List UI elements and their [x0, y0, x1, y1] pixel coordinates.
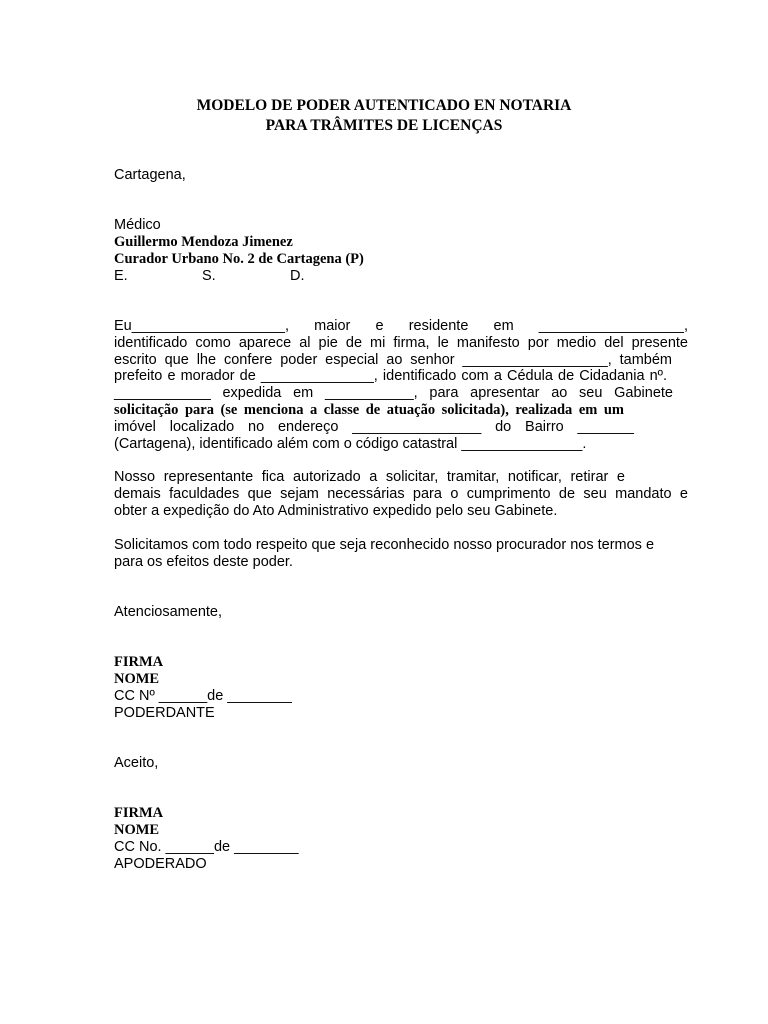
body-p1-line-7: imóvel localizado no endereço ________________ do Bairro _______ — [114, 419, 634, 435]
attorney-role: APODERADO — [114, 856, 207, 872]
esd-e: E. — [114, 268, 128, 284]
recipient-position: Curador Urbano No. 2 de Cartagena (P) — [114, 251, 364, 267]
attorney-firma-label: FIRMA — [114, 805, 164, 821]
body-p1-line-1: Eu___________________, maior e residente em __________________, — [114, 318, 688, 334]
attorney-cc-line: CC No. ______de ________ — [114, 839, 299, 855]
esd-s: S. — [202, 268, 216, 284]
body-p1-line-4: prefeito e morador de ______________, identificado com a Cédula de Cidadania nº. — [114, 368, 667, 384]
body-p2-line-3: obter a expedição do Ato Administrativo expedido pelo seu Gabinete. — [114, 503, 558, 519]
body-p2-line-2: demais faculdades que sejam necessárias para o cumprimento de seu mandato e — [114, 486, 688, 502]
body-p1-line-2: identificado como aparece al pie de mi firma, le manifesto por medio del presente — [114, 335, 688, 351]
closing: Atenciosamente, — [114, 604, 223, 620]
grantor-nome-label: NOME — [114, 671, 160, 687]
body-p3-line-1: Solicitamos com todo respeito que seja reconhecido nosso procurador nos termos e — [114, 537, 655, 553]
place-line: Cartagena, — [114, 167, 186, 183]
body-p1-line-3: escrito que lhe confere poder especial ao senhor __________________, também — [114, 352, 672, 368]
grantor-firma-label: FIRMA — [114, 654, 164, 670]
grantor-cc-line: CC Nº ______de ________ — [114, 688, 292, 704]
esd-d: D. — [290, 268, 305, 284]
document-title-line-1: MODELO DE PODER AUTENTICADO EN NOTARIA — [196, 97, 572, 114]
accepted-line: Aceito, — [114, 755, 159, 771]
attorney-nome-label: NOME — [114, 822, 160, 838]
body-p3-line-2: para os efeitos deste poder. — [114, 554, 293, 570]
grantor-role: PODERDANTE — [114, 705, 215, 721]
body-p2-line-1: Nosso representante fica autorizado a solicitar, tramitar, notificar, retirar e — [114, 469, 625, 485]
recipient-salutation: Médico — [114, 217, 161, 233]
body-p1-line-8: (Cartagena), identificado além com o código catastral _______________. — [114, 436, 587, 452]
recipient-name: Guillermo Mendoza Jimenez — [114, 234, 293, 250]
body-p1-line-6: solicitação para (se menciona a classe de atuação solicitada), realizada em um — [114, 402, 624, 418]
body-p1-line-5: ____________ expedida em ___________, para apresentar ao seu Gabinete — [114, 385, 673, 401]
recipient-esd — [114, 268, 414, 285]
document-title-line-2: PARA TRÂMITES DE LICENÇAS — [265, 117, 503, 134]
